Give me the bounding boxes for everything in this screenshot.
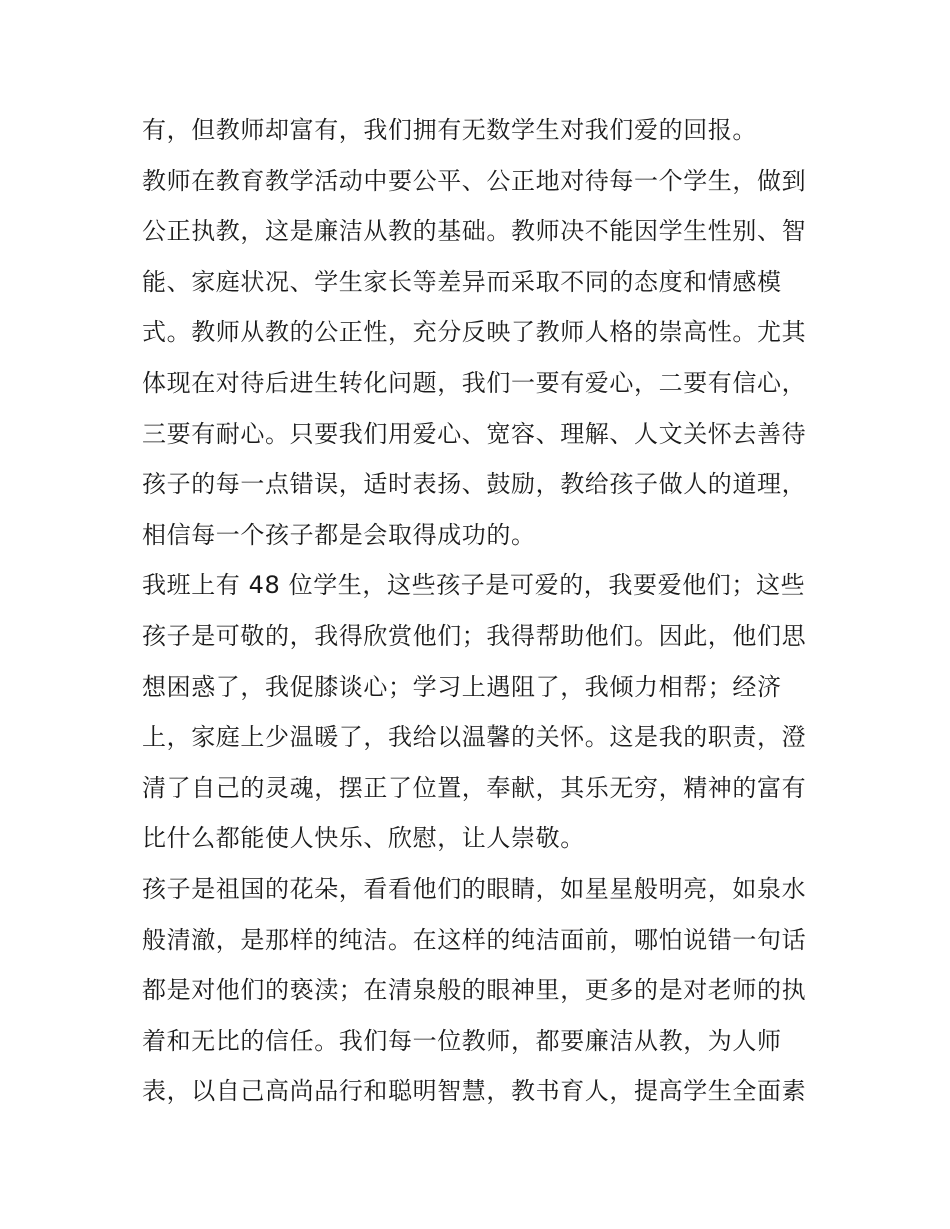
text-line: 能、家庭状况、学生家长等差异而采取不同的态度和情感模	[142, 267, 782, 296]
text-line: 般清澈，是那样的纯洁。在这样的纯洁面前，哪怕说错一句话	[142, 925, 807, 954]
text-line: 孩子是祖国的花朵，看看他们的眼睛，如星星般明亮，如泉水	[142, 874, 807, 903]
text-line: 公正执教，这是廉洁从教的基础。教师决不能因学生性别、智	[142, 217, 807, 246]
text-line: 相信每一个孩子都是会取得成功的。	[142, 520, 536, 549]
body-text	[142, 105, 812, 1117]
text-line: 着和无比的信任。我们每一位教师，都要廉洁从教，为人师	[142, 1026, 782, 1055]
text-line: 清了自己的灵魂，摆正了位置，奉献，其乐无穷，精神的富有	[142, 773, 807, 802]
text-line: 表，以自己高尚品行和聪明智慧，教书育人，提高学生全面素	[142, 1077, 807, 1106]
text-line: 都是对他们的亵渎；在清泉般的眼神里，更多的是对老师的执	[142, 976, 807, 1005]
text-line: 孩子是可敬的，我得欣赏他们；我得帮助他们。因此，他们思	[142, 621, 807, 650]
text-line: 孩子的每一点错误，适时表扬、鼓励，教给孩子做人的道理，	[142, 470, 807, 499]
text-line: 体现在对待后进生转化问题，我们一要有爱心，二要有信心，	[142, 368, 807, 397]
text-line: 教师在教育教学活动中要公平、公正地对待每一个学生，做到	[142, 166, 807, 195]
text-line: 上，家庭上少温暖了，我给以温馨的关怀。这是我的职责，澄	[142, 723, 807, 752]
text-line: 式。教师从教的公正性，充分反映了教师人格的崇高性。尤其	[142, 318, 807, 347]
text-line: 想困惑了，我促膝谈心；学习上遇阻了，我倾力相帮；经济	[142, 672, 782, 701]
text-line: 三要有耐心。只要我们用爱心、宽容、理解、人文关怀去善待	[142, 419, 807, 448]
text-line: 有，但教师却富有，我们拥有无数学生对我们爱的回报。	[142, 116, 757, 144]
text-line: 我班上有 48 位学生，这些孩子是可爱的，我要爱他们；这些	[142, 571, 806, 600]
text-line: 比什么都能使人快乐、欣慰，让人崇敬。	[142, 824, 585, 853]
